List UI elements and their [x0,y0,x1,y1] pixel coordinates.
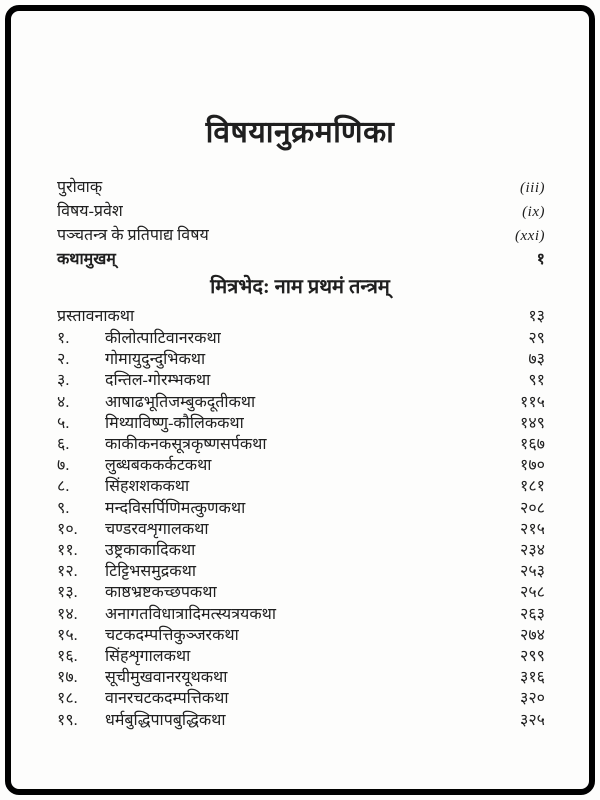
toc-entry-page-number: १८१ [520,478,545,496]
toc-entry-number: ७. [57,457,70,475]
toc-entry-page-number: २९९ [520,648,545,666]
front-matter-row [57,200,545,224]
toc-entry-number: १६. [57,648,78,666]
toc-entry-row [57,413,545,434]
toc-entry-page-number: ९१ [528,372,545,390]
toc-entry-row [57,476,545,497]
toc-entry-row [57,582,545,603]
toc-entry-number: ४. [57,393,70,411]
toc-entry-number: १७. [57,669,78,687]
toc-entry-number: १८. [57,690,78,708]
toc-entry-number: १९. [57,711,78,729]
toc-entry-title: चटकदम्पत्तिकुञ्जरकथा [105,626,239,644]
toc-entry-page-number: ३१६ [520,669,545,687]
toc-entry-row [57,519,545,540]
toc-entry-page-number: १४९ [520,414,545,432]
toc-entry-row [57,328,545,349]
toc-entry-title: काष्ठभ्रष्टकच्छपकथा [105,584,217,602]
front-matter-row [57,176,545,200]
toc-entry-title: कीलोत्पाटिवानरकथा [105,330,221,347]
toc-entry-number: १५. [57,626,78,644]
toc-entry-title: चण्डरवशृगालकथा [105,520,209,538]
prastavana-page-number: १३ [528,308,545,325]
front-matter-label: पञ्चतन्त्र के प्रतिपाद्य विषय [57,227,209,244]
toc-entry-number: १४. [57,605,78,623]
toc-entry-row [57,604,545,625]
toc-entry-number: १. [57,330,70,347]
toc-entry-number: ६. [57,436,70,454]
toc-entry-page-number: २१५ [520,520,545,538]
toc-entry-title: सिंहशशककथा [105,478,190,496]
front-matter-label: विषय-प्रवेश [57,203,123,220]
toc-entry-row [57,498,545,519]
kathamukham-page-number: १ [536,251,545,268]
toc-entry-number: ८. [57,478,70,496]
toc-entry-page-number: २०८ [520,499,545,517]
toc-entry-row [57,455,545,476]
toc-entry-list [57,328,545,731]
toc-entry-row [57,646,545,667]
toc-entry-page-number: २५३ [520,563,545,581]
toc-entry-number: ११. [57,542,78,560]
front-matter-label: पुरोवाक् [57,179,103,196]
page-title: विषयानुक्रमणिका [205,116,395,149]
toc-entry-number: ५. [57,414,70,432]
toc-entry-page-number: ७३ [528,351,545,369]
toc-entry-row [57,540,545,561]
toc-entry-row [57,625,545,646]
toc-entry-number: ३. [57,372,70,390]
toc-entry-title: टिट्टिभसमुद्रकथा [105,563,196,581]
front-matter-page-number: (ix) [522,204,545,220]
toc-entry-row [57,688,545,709]
prastavana-label: प्रस्तावनाकथा [57,308,135,325]
toc-entry-title: सूचीमुखवानरयूथकथा [105,669,228,687]
front-matter-page-number: (iii) [520,180,545,196]
toc-entry-page-number: २६३ [520,605,545,623]
toc-entry-title: मिथ्याविष्णु-कौलिककथा [105,414,244,432]
toc-entry-number: १३. [57,584,78,602]
toc-entry-title: लुब्धबककर्कटकथा [105,457,212,475]
front-matter-row [57,224,545,248]
toc-entry-page-number: २९ [528,330,545,347]
toc-entry-number: १२. [57,563,78,581]
toc-entry-row [57,667,545,688]
front-matter-page-number: (xxi) [515,228,545,244]
toc-entry-page-number: २५८ [520,584,545,602]
toc-entry-row [57,710,545,731]
toc-entry-title: आषाढभूतिजम्बुकदूतीकथा [105,393,256,411]
section-heading: मित्रभेद: नाम प्रथमं तन्त्रम् [210,276,390,298]
toc-entry-number: २. [57,351,70,369]
prastavana-row [57,306,545,327]
toc-entry-page-number: ३२० [520,690,545,708]
toc-entry-title: सिंहशृगालकथा [105,648,191,666]
toc-entry-page-number: २७४ [520,626,545,644]
toc-entry-row [57,434,545,455]
toc-entry-page-number: ११५ [520,393,545,411]
toc-entry-page-number: ३२५ [520,711,545,729]
toc-entry-title: उष्ट्रकाकादिकथा [105,542,196,560]
toc-entry-row [57,349,545,370]
toc-entry-number: ९. [57,499,70,517]
toc-entry-title: धर्मबुद्धिपापबुद्धिकथा [105,711,226,729]
toc-entry-title: दन्तिल-गोरम्भकथा [105,372,211,390]
toc-entry-row [57,370,545,391]
toc-entry-page-number: १६७ [520,436,545,454]
toc-entry-title: वानरचटकदम्पत्तिकथा [105,690,229,708]
toc-entry-page-number: २३४ [520,542,545,560]
toc-entry-title: काकीकनकसूत्रकृष्णसर्पकथा [105,436,267,454]
toc-entry-number: १०. [57,520,78,538]
kathamukham-label: कथामुखम् [57,251,116,268]
toc-entry-title: गोमायुदुन्दुभिकथा [105,351,206,369]
kathamukham-row [57,249,545,271]
toc-entry-title: अनागतविधात्रादिमत्स्यत्रयकथा [105,605,276,623]
front-matter-list [57,176,545,248]
toc-entry-title: मन्दविसर्पिणिमत्कुणकथा [105,499,246,517]
toc-entry-page-number: १७० [520,457,545,475]
toc-entry-row [57,392,545,413]
toc-entry-row [57,561,545,582]
